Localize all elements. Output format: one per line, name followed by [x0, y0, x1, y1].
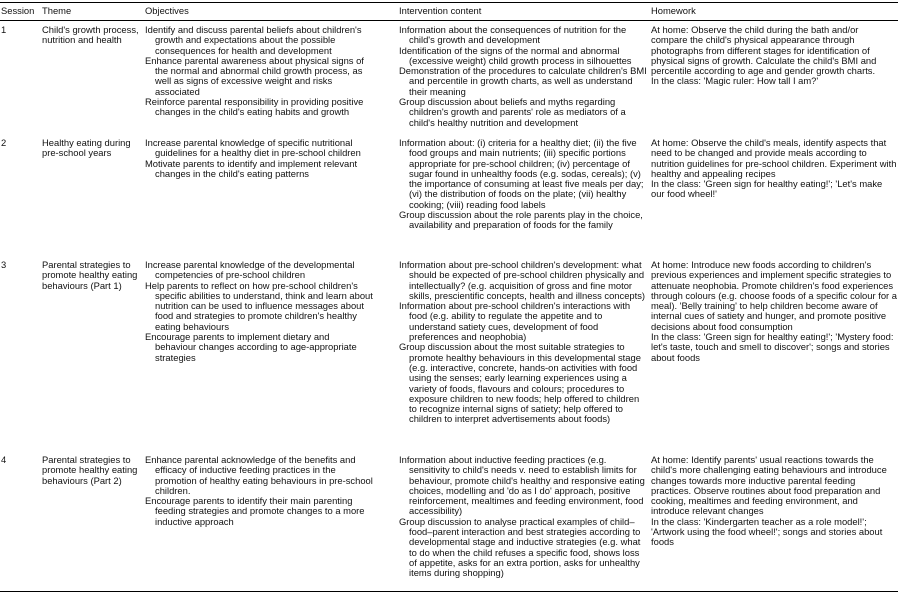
- row-4-homework-item: In the class: 'Kindergarten teacher as a role model!'; 'Artwork using the food wheel!'; songs and stories about foods: [651, 515, 883, 548]
- row-2-intervention: [399, 138, 649, 231]
- header-theme: Theme: [42, 5, 72, 16]
- row-4-theme: Parental strategies to promote healthy eating behaviours (Part 2): [42, 454, 138, 486]
- row-2-theme: Healthy eating during pre-school years: [42, 137, 131, 159]
- row-1-homework: [651, 25, 897, 87]
- row-4-objective: Encourage parents to identify their main parenting feeding strategies and promote changes to a more inductive approach: [145, 495, 365, 527]
- table-header-rule: [0, 20, 898, 21]
- row-4-intervention-item: Information about inductive feeding practices (e.g. sensitivity to child's needs v. need to establish limits for behaviour, promote child's healthy and responsive eating choices, modelling and 'do as I do' approach, positive reinforcement, mealtimes and feeding environment, food accessibility): [399, 454, 645, 517]
- header-intervention-content: Intervention content: [399, 5, 482, 16]
- row-2-objectives: [145, 138, 373, 179]
- row-2-homework-item: In the class: 'Green sign for healthy eating!'; 'Let's make our food wheel!': [651, 178, 883, 200]
- row-4-homework: [651, 455, 897, 548]
- row-4-session: 4: [1, 454, 7, 465]
- row-3-objectives: [145, 260, 373, 363]
- header-homework: Homework: [651, 5, 696, 16]
- row-2-session: 2: [1, 137, 7, 148]
- row-1-session: 1: [1, 24, 7, 35]
- row-1-homework-item: At home: Observe the child during the bath and/or compare the child's physical appearance through photographs from different stages for identification of physical signs of growth. Calculate the child's BMI and percentile according to age and gender growth charts.: [651, 24, 877, 77]
- row-2-intervention-item: Group discussion about the role parents play in the choice, availability and preparation of foods for the family: [399, 209, 643, 231]
- row-1-objective: Identify and discuss parental beliefs about children's growth and expectations about the possible consequences for health and development: [145, 24, 362, 56]
- row-2-homework-item: At home: Observe the child's meals, identify aspects that need to be changed and provide meals according to nutrition guidelines for pre-school children. Experiment with healthy and appealing recipes: [651, 137, 897, 179]
- row-1-intervention: [399, 25, 649, 128]
- row-1-intervention-item: Group discussion about beliefs and myths regarding children's growth and parents' role as mediators of a child's healthy nutrition and development: [399, 96, 626, 128]
- row-4-homework-item: At home: Identify parents' usual reactions towards the child's more challenging eating behaviours and introduce changes towards more inductive parental feeding practices. Observe routines about food preparation and cooking, mealtimes and feeding environment, and introduce relevant changes: [651, 454, 887, 517]
- row-3-homework-item: At home: Introduce new foods according to children's previous experiences and implement specific strategies to attenuate neophobia. Promote children's food experiences through colours (e.g. choose foods of a specific colour for a meal). 'Belly training' to help children become aware of internal cues of satiety and hunger, and promote positive decisions about food consumption: [651, 259, 897, 332]
- row-3-intervention-item: Information about pre-school children's interactions with food (e.g. ability to regulate the appetite and to understand satiety cues, development of food preferences and neophobia): [399, 300, 631, 343]
- row-3-objective: Increase parental knowledge of the developmental competencies of pre-school children: [145, 259, 355, 281]
- row-4-objectives: [145, 455, 373, 527]
- row-1-theme: Child's growth process, nutrition and health: [42, 24, 139, 46]
- row-3-intervention: [399, 260, 649, 425]
- row-3-theme: Parental strategies to promote healthy eating behaviours (Part 1): [42, 259, 138, 291]
- table-top-rule: [0, 2, 898, 3]
- row-2-intervention-item: Information about: (i) criteria for a healthy diet; (ii) the five food groups and main nutrients; (iii) specific portions appropriate for pre-school children; (iv) percentage of sugar found in unhealthy foods (e.g. sodas, cereals); (v) the importance of consuming at least five meals per day; (vi) the distribution of foods on the plate; (vii) healthy cooking; (viii) reading food labels: [399, 137, 644, 210]
- row-3-objective: Encourage parents to implement dietary and behaviour changes according to age-appropriate strategies: [145, 331, 357, 363]
- row-2-objective: Increase parental knowledge of specific nutritional guidelines for a healthy diet in pre-school children: [145, 137, 361, 159]
- row-1-objectives: [145, 25, 373, 118]
- row-2-objective: Motivate parents to identify and implement relevant changes in the child's eating patterns: [145, 157, 358, 179]
- row-3-objective: Help parents to reflect on how pre-school children's specific abilities to understand, think and learn about nutrition can be used to influence messages about food and strategies to promote children's healthy eating behaviours: [145, 279, 373, 332]
- row-1-intervention-item: Demonstration of the procedures to calculate children's BMI and percentile in growth charts, as well as understand their meaning: [399, 65, 647, 97]
- row-1-objective: Reinforce parental responsibility in providing positive changes in the child's eating habits and growth: [145, 96, 364, 118]
- row-3-session: 3: [1, 259, 7, 270]
- row-4-intervention: [399, 455, 649, 579]
- row-1-objective: Enhance parental awareness about physical signs of the normal and abnormal child growth process, as well as signs of excessive weight and risks associated: [145, 54, 364, 97]
- row-4-objective: Enhance parental acknowledge of the benefits and efficacy of inductive feeding practices in the promotion of healthy eating behaviours in pre-school children.: [145, 454, 373, 496]
- row-3-intervention-item: Group discussion about the most suitable strategies to promote healthy behaviours in this developmental stage (e.g. interactive, concrete, hands-on activities with food using the senses; early learning experiences using a variety of foods, flavours and colours; procedures to exposure children to new foods; help offered to children to recognize internal signs of satiety; help offered to children to interpret advertisements about foods): [399, 341, 641, 425]
- table-bottom-rule: [0, 591, 898, 592]
- header-session: Session: [1, 5, 35, 16]
- row-3-homework: [651, 260, 897, 363]
- row-4-intervention-item: Group discussion to analyse practical examples of child–food–parent interaction and best strategies according to developmental stage and inductive strategies (e.g. what to do when the child refuses a specific food, shows loss of appetite, asks for an extra portion, asks for unhealthy items during shopping): [399, 515, 641, 579]
- row-3-intervention-item: Information about pre-school children's development: what should be expected of pre-school children physically and intellectually? (e.g. acquisition of gross and fine motor skills, prescientific concepts, health and illness concepts): [399, 259, 646, 301]
- header-objectives: Objectives: [145, 5, 189, 16]
- row-1-homework-item: In the class: 'Magic ruler: How tall I am?': [651, 75, 819, 87]
- row-1-intervention-item: Identification of the signs of the normal and abnormal (excessive weight) child growth process in silhouettes: [399, 44, 632, 66]
- row-3-homework-item: In the class: 'Green sign for healthy eating!'; 'Mystery food: let's taste, touch and smell to discover'; songs and stories about foods: [651, 331, 894, 363]
- row-1-intervention-item: Information about the consequences of nutrition for the child's growth and development: [399, 24, 627, 46]
- row-2-homework: [651, 138, 897, 200]
